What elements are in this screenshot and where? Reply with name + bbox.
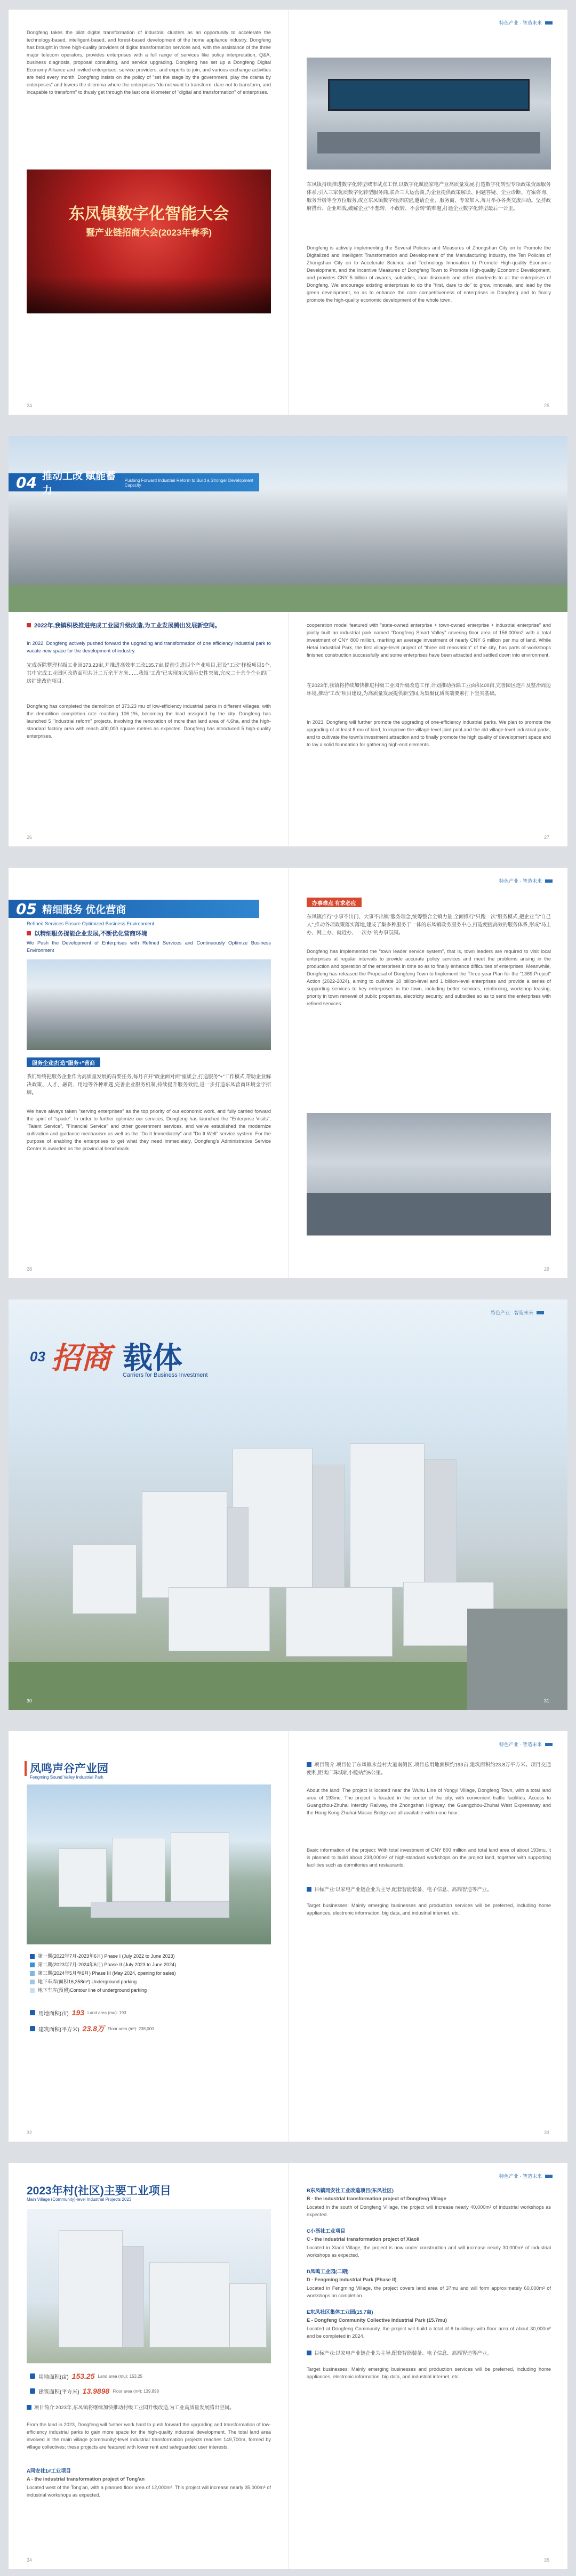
page-right (288, 612, 567, 846)
project-a-title-en: A - the industrial transformation project of Tong'an (27, 2476, 145, 2482)
page-number: 29 (543, 1266, 549, 1272)
project-c-desc: Located in Xiaoli Village, the project is now under construction and will increase nearly 30,000m² of industrial workshops as expected. (307, 2245, 551, 2258)
running-head: 特色产业 · 智造未来 (499, 19, 553, 26)
body-text-zh: 在2023年,我镇将持续加快推进村级工业园升级改造工作,计划推动拆除工业面积400亩,完善园区连片及整治周边环境,推动"工改"项目建设,为高质量发展提供新空间,为集聚优质高端要素打下坚实基础。 (307, 682, 551, 696)
cover-title-en: Carriers for Business Investment (123, 1372, 208, 1378)
body-text-en: We have always taken "serving enterprises" as the top priority of our economic work, and fully carried forward the spirit of "spade". In order to further optimize our services, Dongfeng has launched the "Enterprise Visits", "Talent Service", "Financial Service" and other government services, and we've established the modernize cultivation and guidance mechanism as well as the "Do It Immediately" and "Do It Well" service system. For the purpose of enabling the enterprises to get what they need immediately, Dongfeng's Administrative Service Center is awarded as the provincial benchmark. (27, 1109, 271, 1151)
basic-info-zh: 项目简介:项目位于东凤镇永益村大道南侧区,项目总用地面积约193亩,建筑面积约23.8万平方米。项目交通便利,距离广珠城轨小榄站约5公里。 (307, 1762, 551, 1775)
legend-swatch (30, 1963, 35, 1967)
cover-title-a: 招商 (51, 1341, 111, 1375)
banner-subtitle: 暨产业链招商大会(2023年春季) (85, 228, 212, 238)
stage-shadow (27, 276, 271, 313)
spread-3 (9, 868, 567, 1278)
body-text-en-2: Dongfeng is actively implementing the Several Policies and Measures of Zhongshan City on to Promote the Digitalized and Intelligent Transformation and Development of the Manufacturing Industry, the Ten Policies of Zhongshan City on to Accelerate Science and Technology Innovation to Promote High-quality Economic Development, and the Incentive Measures of Dongfeng Town to Promote High-quality Economic Development, and provides CNY 5 billion of awards, subsidies, loan discounts and other dividends to all the enterprises of Dongfeng. We encourage existing enterprises to do the "first, dare to do" to grow, innovate, and lead by the green development, so as to enhance the core competitiveness of enterprises in Dongfeng and to finally promote the high-quality economic development of the whole town. (307, 245, 551, 303)
page-title: 2023年村(社区)主要工业项目 (27, 2185, 171, 2197)
phase-legend (30, 1953, 270, 1996)
summary-zh: 项目简介:2023年,东凤镇将继续加快推动村级工业园升级改造,为工业高质量发展腾出空间。 (27, 2404, 271, 2412)
bullet-icon (307, 1762, 311, 1767)
project-b-title: B东凤镇同安社工业改造项目(东凤社区) (307, 2187, 394, 2193)
page-number: 26 (27, 835, 33, 840)
highlight-en: In 2022, Dongfeng actively pushed forward the upgrading and transformation of one efficiency industrial park to vacate new space for the development of industry. (27, 641, 271, 653)
park-title: 凤鸣声谷产业园 (30, 1763, 108, 1775)
project-e-desc: Located at Dongfeng Community, the project will build a total of 6 buildings with floor area of about 30,000m² and be completed in 2024. (307, 2326, 551, 2339)
town-photo (27, 959, 271, 1050)
foreground-green (9, 585, 567, 612)
target-en: Target businesses: Mainly emerging businesses and production services will be preferred, including home appliances, electronic information, big data, and industrial internet, etc. (307, 1903, 551, 1916)
page-number: 32 (27, 2130, 33, 2135)
section-number: 04 (16, 473, 37, 491)
legend-swatch (30, 1954, 35, 1959)
project-e-title: E东凤社区集体工业园(15.7亩) (307, 2309, 373, 2315)
page-left (9, 1731, 288, 2142)
page-number: 25 (543, 403, 549, 408)
spread-2 (9, 436, 567, 846)
body-text-zh: 我们始终把服务企业作为高质量发展的首要任务,每月召开"政企面对面"座谈会,打造服务"+"工作模式,帮助企业解决政策、人才、融资、用地等各种难题,完善企业服务机制,持续提升服务效能,进一步打造东凤营商环境金字招牌。 (27, 1073, 271, 1095)
page-number: 30 (27, 1698, 33, 1703)
page-left (9, 10, 288, 415)
target-en: Target businesses: Mainly emerging businesses and production services will be preferred, including home appliances, electronic information, big data, and industrial internet, etc. (307, 2367, 551, 2379)
legend-swatch (30, 1988, 35, 1993)
body-text-zh: 东凤镇推行"小事不出门、大事不出镇"服务理念,统筹整合全镇力量,全面推行"只跑一次"服务模式,把企业当"自己人",推动各项政策落实落地,建成了集多种服务于一体的东凤镇政务服务中心,打造便捷高效的服务体系,形成"马上办、网上办、就近办、一次办"的办事氛围。 (307, 914, 551, 935)
project-c-title: C小沥社工业项目 (307, 2228, 346, 2234)
running-head: 特色产业 · 智造未来 (499, 1741, 553, 1748)
page-number: 34 (27, 2557, 33, 2563)
land-icon (30, 2373, 35, 2379)
service-center-photo (307, 1113, 551, 1235)
project-render (27, 2209, 271, 2363)
bullet-icon (307, 2351, 311, 2355)
section-header (9, 471, 259, 496)
land-area-stat: 用地面积(亩) 153.25 Land area (mu): 153.25 (30, 2372, 142, 2380)
target-zh: 目标产业:以家电产业链企业为主导,配套智能装备、电子信息、高端智造等产业。 (307, 1886, 551, 1894)
spread-4 (9, 1299, 567, 1710)
land-icon (30, 2010, 35, 2015)
body-text-en: cooperation model featured with "state-owned enterprise + town-owned enterprise + industrial enterprise" and jointly built an industrial park named "Dongfeng Smart Valley" covering floor area of 156,000m2 with a total investment of CNY 800 million, marking an average investment of nearly CNY 6 million per mu of land. While Hetai Industrial Park, the first village-level project of "three old renovation" of the city, has parts of workshops finished construction successfully and some enterprises have been attracted and settled down into environment. (307, 623, 551, 658)
control-room-photo (307, 58, 551, 169)
running-head: 特色产业 · 智造未来 (499, 877, 553, 884)
investment-info: Basic information of the project: With total investment of CNY 800 million and total land area of about 193mu, it is planned to build about 238,000m² of high-standard workshops on the project land, together with supporting facilities such as dormitories and restaurants. (307, 1847, 551, 1868)
floor-area-stat: 建筑面积(平方米) 13.9898 Floor area (m²): 139,898 (30, 2387, 159, 2395)
banner-title: 东凤镇数字化智能大会 (69, 205, 229, 223)
section-number: 05 (16, 900, 37, 918)
section-title: 推动工改 赋能蓄力 (42, 471, 116, 496)
project-b-desc: Located in the south of Dongfeng Village, the project will increase nearly 40,000m² of industrial workshops as expected. (307, 2204, 551, 2217)
park-title-en: Fengming Sound Valley Industrial Park (30, 1775, 103, 1780)
subtag: 办事难点 有求必应 (307, 898, 362, 907)
floor-area-stat: 建筑面积(平方米) 23.8万 Floor area (m²): 238,000 (30, 2023, 154, 2034)
legend-swatch (30, 1971, 35, 1976)
title-accent (25, 1761, 27, 1776)
industrial-park-render (9, 1385, 567, 1710)
body-text-en: Dongfeng has completed the demolition of 373.23 mu of low-efficiency industrial parks in different villages, with the demolition completion rate reaching 106.1%, becoming the lead assigned by the city. Dongfeng has launched 5 "Industrial reform" projects, involving the renovation of more than land area of 4.6ha, and the high-standard factory area with reach 400,000 square meters as expected. Dongfeng has introduced 5 high-quality enterprises. (27, 704, 271, 739)
page-right (288, 2163, 567, 2569)
project-d-title-en: D - Fengming Industrial Park (Phase II) (307, 2277, 397, 2282)
desks (317, 132, 540, 154)
counter (307, 1193, 551, 1235)
page-number: 31 (543, 1698, 549, 1703)
spread-1 (9, 10, 567, 415)
page-right (288, 1731, 567, 2142)
conference-photo (27, 169, 271, 313)
section-title: 精细服务 优化营商 (42, 904, 126, 916)
legend-item: 地下车库(预留)Contour line of underground parking (30, 1987, 270, 1994)
legend-swatch (30, 1980, 35, 1984)
park-aerial-photo (27, 1784, 271, 1944)
legend-item: 第二期(2023年7月-2024年6月) Phase II (July 2023 to June 2024) (30, 1961, 270, 1968)
page-right (288, 868, 567, 1278)
page-number: 24 (27, 403, 33, 408)
basic-info-en: About the land: The project is located near the Wuhu Line of Yongyi Village, Dongfeng Town, with a total land area of 193mu. The project is located in the center of the city, with convenient traffic facilities. Access to Guangzhou-Zhuhai Intercity Railway, the Zhongshan Highway, the Guangzhou-Zhuhai West Expressway and the Hong Kong-Zhuhai-Macao Bridge are all available within one hour. (307, 1788, 551, 1815)
body-text-en: Dongfeng takes the pilot digital transformation of industrial clusters as an opportunity to accelerate the technology-based, intelligent-based, and forest-based development of the home appliance industry. Dongfeng has brought in three high-quality providers of digital transformation services and, with the assistance of the three major telecom operators, provides enterprises with a full range of services like policy interpretation, Q&A, business diagnosis, proposal consulting, and service upgrading. Dongfeng has set up a Dongfeng Digital Economy Alliance and invited enterprises, service providers, and experts to join, and various exchange activities are held every month. Dongfeng insists on the policy of "set the stage by the government, play the drama by enterprises" and lowers the dilemma where the enterprises "do not want to transform, dare not to transform, and incapable to transform" to thusly get through the last one kilometer of "digital and transformation" of enterprises. (27, 30, 271, 95)
page-number: 35 (543, 2557, 549, 2563)
page-left (9, 2163, 288, 2569)
land-area-stat: 用地面积(亩) 193 Land area (mu): 193 (30, 2008, 126, 2017)
body-text-en-2: In 2023, Dongfeng will further promote the upgrading of one-efficiency industrial parks. We plan to promote the upgrading of at least 8 mu of land, to improve the village-level joint pool and the old village-level industrial parks, and to cultivate the town's investment attraction and to finally promote the high quality of development space and to lay a solid foundation for gathering high-end elements. (307, 720, 551, 747)
subtag: 服务企业|打造"服务+"营商 (27, 1057, 100, 1067)
project-c-title-en: C - the industrial transformation project of Xiaoli (307, 2236, 420, 2242)
building-icon (30, 2026, 35, 2031)
project-a-desc: Located west of the Tong'an, with a planned floor area of 12,000m². This project will increase nearly 35,000m² of industrial workshops as expected. (27, 2485, 271, 2498)
project-b-title-en: B - the industrial transformation project of Dongfeng Village (307, 2196, 446, 2201)
section-header (9, 900, 259, 918)
aerial-city-photo (9, 436, 567, 612)
body-text-en: Dongfeng has implemented the "town leader service system", that is, town leaders are required to visit local enterprises at regular intervals to provide accurate policy services and meet the problems arising in the production and operation of the enterprises in time so as to finally enhance difficulties of enterprises. Meanwhile, Dongfeng has released the Proposal of Dongfeng Town to Implement the Three-year Plan for the "1369 Project" Action (2022-2024), aiming to cultivate 10 billion-level and 1 billion-level enterprises and provide a series of supporting services to key enterprises in the town, including better services, reinforcing, workshop leasing, priority in town renewal of public properties, electricity security, and subsidies so as to send the enterprises with refined services. (307, 949, 551, 1006)
bullet-icon (27, 2405, 31, 2410)
highlight-heading: 2022年,我镇积极推进完成工业园升级改造,为工业发展腾出发展新空间。 (27, 621, 271, 630)
section-title-en: Pushing Forward Industrial Reform to Build a Stronger Development Capacity (124, 478, 253, 488)
highlight-heading: 以精细服务提能企业发展,不断优化营商环境 (27, 930, 271, 938)
spread-5 (9, 1731, 567, 2142)
body-text-zh: 东凤镇持续推进数字化转型城市试点工作,以数字化赋能家电产业高质量发展,打造数字化转型专项政策资源服务体系,引入三家优质数字化转型服务商,联合三大运营商,为企业提供政策解读、问题答疑、企业诊断、方案咨询、服务升级等全方位服务,成立东凤镇数字经济联盟,邀请企业、服务商、专家加入,每月举办各类交流活动。坚持政府搭台、企业唱戏,破解企业"不想转、不敢转、不会转"的难题,打通企业数字化转型最后一公里。 (307, 181, 551, 211)
page-left (9, 868, 288, 1278)
highlight-en: We Push the Development of Enterprises with Refined Services and Continuously Optimize Business Environment (27, 940, 271, 953)
legend-item: 地下车库(面积16,358m²) Underground parking (30, 1979, 270, 1985)
bullet-icon (307, 1887, 311, 1892)
page-right (288, 10, 567, 415)
summary-en: From the land in 2023, Dongfeng will further work hard to push forward the upgrading and transformation of low-efficiency industrial parks to gain more space for the high-quality industrial development. The total land area involved in the main village (community)-level industrial transformation projects reaches 149,700m, formed by village collectives; these projects are featured with lower rent and safeguarded user interests. (27, 2422, 271, 2450)
running-head: 特色产业 · 智造未来 (491, 1309, 544, 1316)
project-d-title: D凤鸣工业园(二期) (307, 2268, 349, 2274)
legend-item: 第三期(2024年5月至6月) Phase III (May 2024, opening for sales) (30, 1970, 270, 1977)
target-zh: 目标产业:以家电产业链企业为主导,配套智能装备、电子信息、高端智造等产业。 (307, 2349, 551, 2357)
page-number: 28 (27, 1266, 33, 1272)
section-number: 03 (30, 1348, 45, 1364)
screen-wall (328, 79, 530, 111)
cover-title-b: 载体 (123, 1341, 182, 1375)
body-text-zh: 完成拆除整理村级工业园373.23亩,并推进高效率工改135.7亩,提前引进四个产业项目,建设"工改"样板项目5个,其中完成工业园区改造面积共计二万余平方米……我镇"工改"已实现东凤镇历史性突破,完成二十余个企业的厂房扩建改造项目。 (27, 662, 271, 684)
running-head: 特色产业 · 智造未来 (499, 2173, 553, 2179)
project-e-title-en: E - Dongfeng Community Collective Industrial Park (15.7mu) (307, 2317, 447, 2323)
page-left (9, 612, 288, 846)
legend-item: 第一期(2022年7月-2023年6月) Phase I (July 2022 to June 2023) (30, 1953, 270, 1960)
page-number: 27 (543, 835, 549, 840)
page-number: 33 (543, 2130, 549, 2135)
page-title-en: Main Village (Community)-level Industrial Projects 2023 (27, 2197, 132, 2202)
building-icon (30, 2388, 35, 2394)
project-d-desc: Located in Fengming Village, the project covers land area of 37mu and will form approximately 60,000m² of workshops on completion. (307, 2286, 551, 2298)
project-a-title: A同安社1#工业项目 (27, 2468, 71, 2474)
spread-6 (9, 2163, 567, 2569)
section-title-en: Refined Services Ensure Optimized Business Environment (27, 921, 154, 926)
